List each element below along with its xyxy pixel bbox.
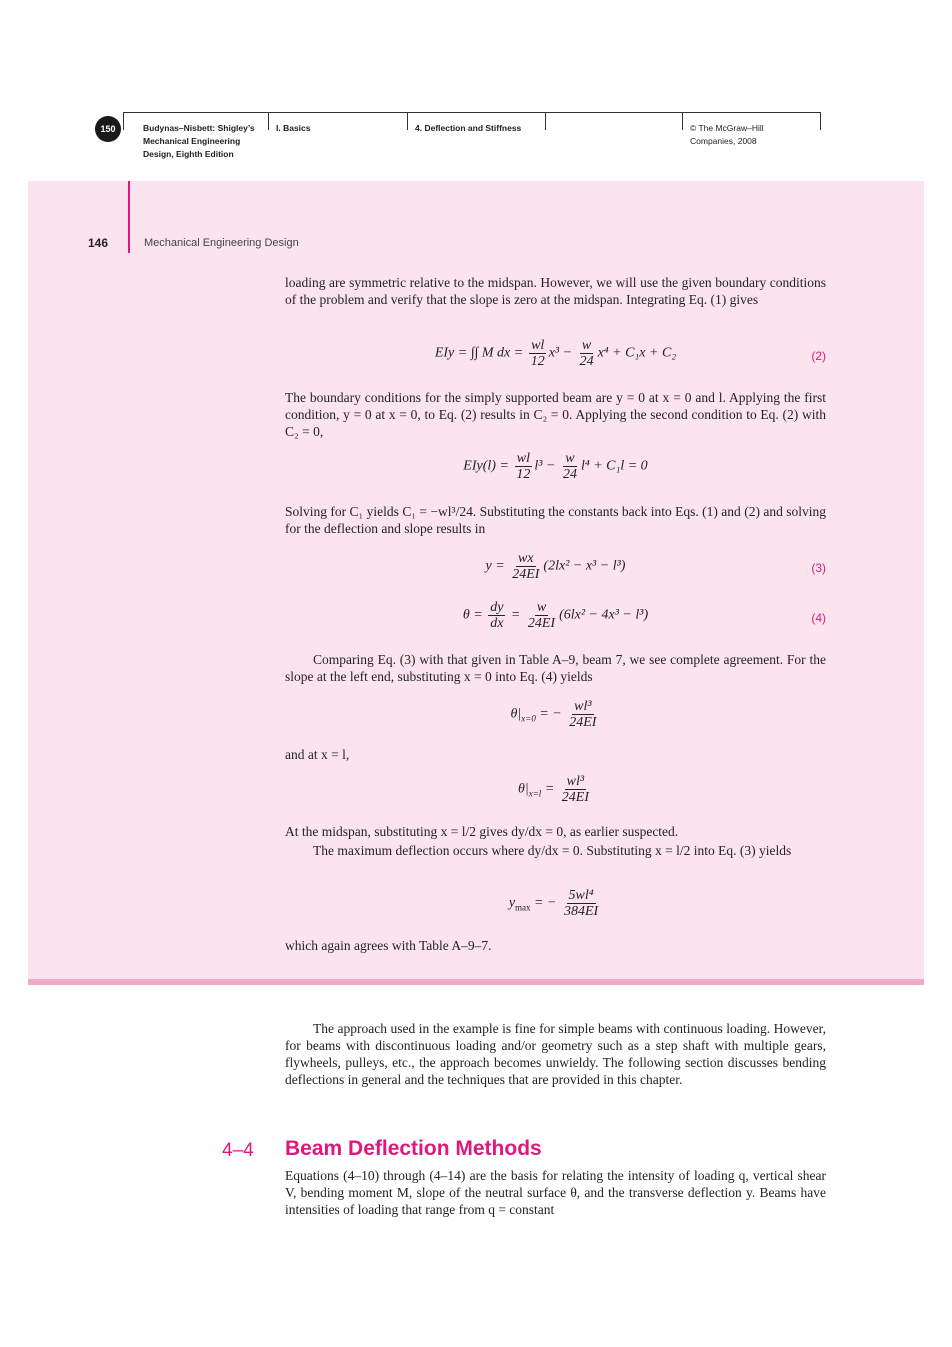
- example-paragraph: The maximum deflection occurs where dy/dx = 0. Substituting x = l/2 into Eq. (3) yields: [313, 843, 792, 858]
- header-authors: Budynas–Nisbett: Shigley’s: [143, 123, 255, 133]
- header-chapter: 4. Deflection and Stiffness: [415, 123, 522, 133]
- example-paragraph: Comparing Eq. (3) with that given in Table A–9, beam 7, we see complete agreement. For the slope at the left end, substituting x = 0 into Eq. (4) yields: [285, 652, 826, 684]
- equation-slope-right: $\theta|_{x=l}$ = $\frac{\text{wl³}}{24EI}$: [518, 774, 589, 805]
- header-book-info: [143, 122, 255, 161]
- equation-slope-left: $\theta|_{x=0}$ = − $\frac{\text{wl³}}{24EI}$: [510, 699, 597, 730]
- equation-3: y = $\frac{wx}{24EI}$ (2lx² − x³ − l³): [485, 551, 626, 582]
- equation-boundary: EIy(l) = $\frac{wl}{12}$ l³ − $\frac{w}{24}$ l⁴ + C₁l = 0: [463, 451, 648, 482]
- body-paragraph: The approach used in the example is fine for simple beams with continuous loading. However, for beams with discontinuous loading and/or geometry such as a step shaft with multiple gears, flywheels, pulleys, etc., the approach becomes unwieldy. The following section discusses bending deflections in general and the techniques that are provided in this chapter.: [285, 1021, 826, 1087]
- equation-2: EIy = ∫∫ M dx = $\frac{wl}{12}$ x³ − $\frac{w}{24}$ x⁴ + C₁x + C₂: [434, 338, 677, 369]
- header-book-line3: Design, Eighth Edition: [143, 149, 234, 159]
- header-divider: [123, 112, 124, 130]
- equation-4: θ = $\frac{dy}{dx}$ = $\frac{w}{24EI}$ (6lx² − 4x³ − l³): [462, 600, 649, 631]
- header-book-line2: Mechanical Engineering: [143, 136, 241, 146]
- example-paragraph: Solving for C₁ yields C₁ = −wl³/24. Substituting the constants back into Eqs. (1) and (2) and solving for the deflection and slope results in: [285, 504, 826, 536]
- example-box-rule: [28, 979, 924, 985]
- example-paragraph: The boundary conditions for the simply supported beam are y = 0 at x = 0 and l. Applying the first condition, y = 0 at x = 0, to Eq. (2) results in C₂ = 0. Applying the second condition to Eq. (2) with C₂ = 0,: [285, 390, 826, 439]
- page-header: [95, 112, 821, 172]
- running-head-bar: [128, 181, 130, 253]
- equation-number: (2): [811, 349, 826, 363]
- copyright-line1: © The McGraw–Hill: [690, 123, 764, 133]
- body-paragraph: Equations (4–10) through (4–14) are the basis for relating the intensity of loading q, vertical shear V, bending moment M, slope of the neutral surface θ, and the transverse deflection y. Beams have intensities of loading that range from q = constant: [285, 1168, 826, 1217]
- header-rule: [123, 112, 821, 113]
- equation-ymax: $y_{max}$ = − $\frac{\text{5wl⁴}}{384EI}$: [508, 888, 599, 919]
- running-head-title: Mechanical Engineering Design: [144, 237, 299, 249]
- example-paragraph: loading are symmetric relative to the midspan. However, we will use the given boundary conditions of the problem and verify that the slope is zero at the midspan. Integrating Eq. (1) gives: [285, 275, 826, 307]
- header-part: I. Basics: [276, 123, 311, 133]
- example-paragraph: and at x = l,: [285, 747, 350, 762]
- example-paragraph: At the midspan, substituting x = l/2 gives dy/dx = 0, as earlier suspected.: [285, 824, 679, 839]
- header-divider: [820, 112, 821, 130]
- equation-number: (4): [811, 611, 826, 625]
- example-paragraph: which again agrees with Table A–9–7.: [285, 938, 492, 953]
- header-copyright: [690, 122, 764, 148]
- header-divider: [545, 112, 546, 130]
- header-divider: [407, 112, 408, 130]
- equation-number: (3): [811, 561, 826, 575]
- page-number: 146: [88, 236, 109, 250]
- header-divider: [682, 112, 683, 130]
- section-number: 4–4: [222, 1140, 254, 1161]
- page-badge: 150: [95, 116, 121, 142]
- copyright-line2: Companies, 2008: [690, 136, 757, 146]
- header-divider: [268, 112, 269, 130]
- section-title: Beam Deflection Methods: [285, 1137, 542, 1160]
